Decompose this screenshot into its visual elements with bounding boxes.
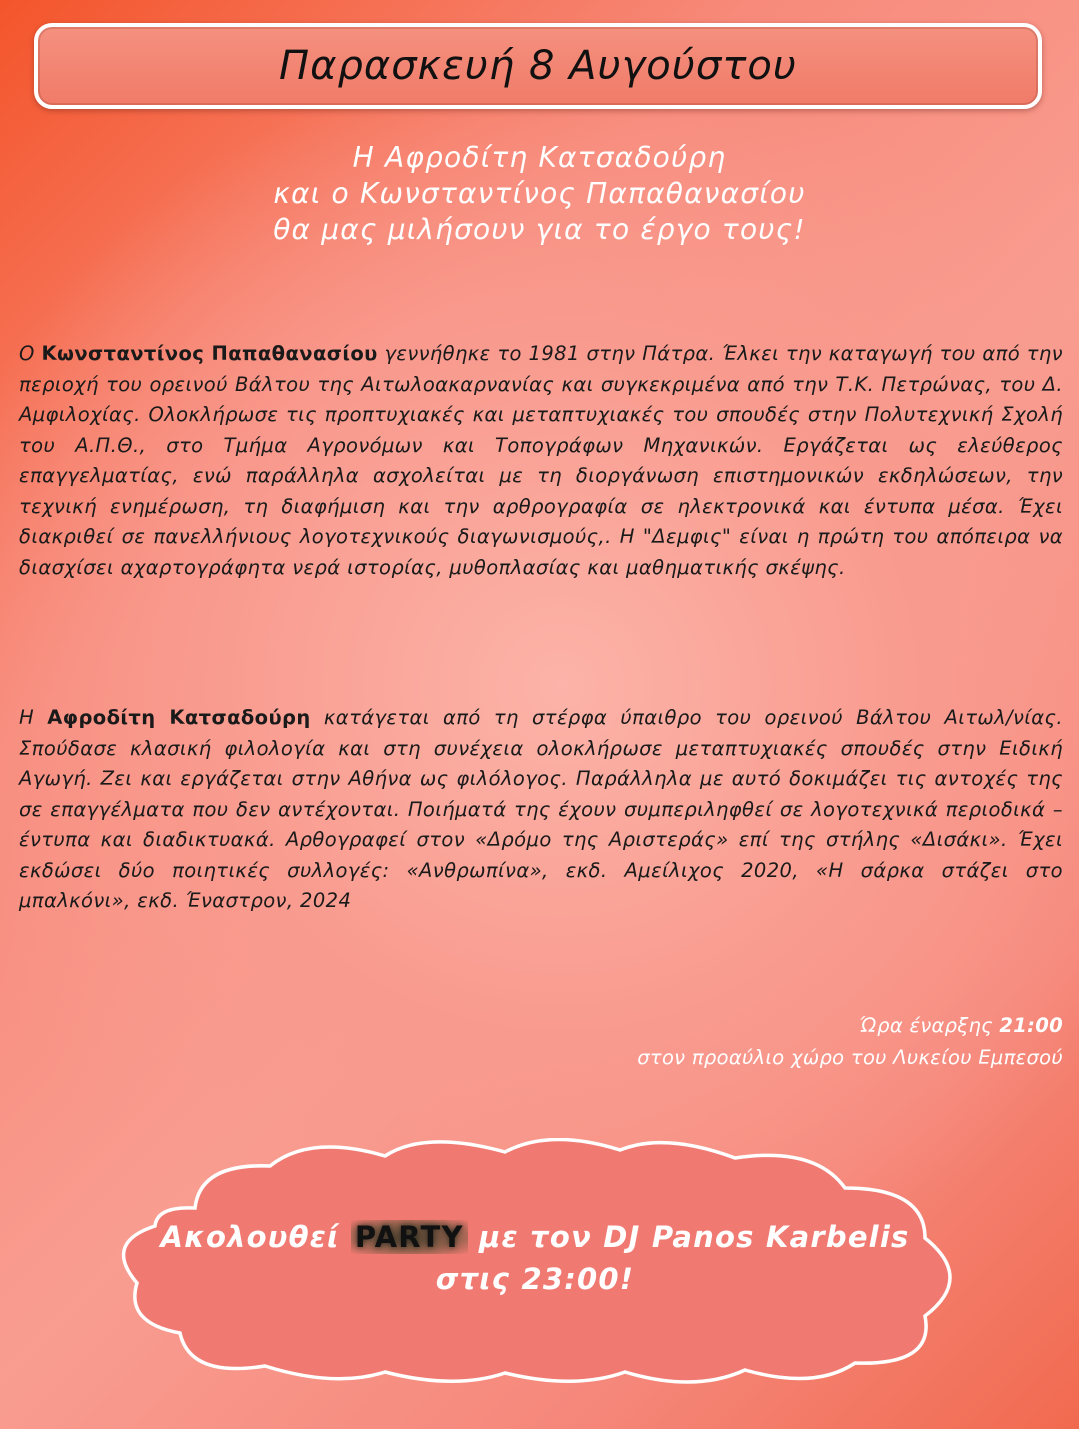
bio-lead: Η <box>19 706 48 729</box>
venue: στον προαύλιο χώρο του Λυκείου Εμπεσού <box>637 1046 1063 1069</box>
party-line-1 <box>95 1216 975 1258</box>
bio-text: κατάγεται από τη στέρφα ύπαιθρο του ορεινού Βάλτου Αιτωλ/νίας. Σπούδασε κλασική φιλολογία και στη συνέχεια ολοκλήρωσε μεταπτυχιακές σπουδές στην Ειδική Αγωγή. Ζει και εργάζεται στην Αθήνα ως φιλόλογος. Παράλληλα με αυτό δοκιμάζει τις αντοχές της σε επαγγέλματα που δεν αντέχονται. Ποιήματά της έχουν συμπεριληφθεί σε λογοτεχνικά περιοδικά –έντυπα και διαδικτυακά. Αρθογραφεί στον «Δρόμο της Αριστεράς» επί της στήλης «Δισάκι». Έχει εκδώσει δύο ποιητικές συλλογές: «Ανθρωπίνα», εκδ. Αμείλιχος 2020, «Η σάρκα στάζει στο μπαλκόνι», εκδ. Έναστρον, 2024 <box>19 706 1063 912</box>
speakers-intro-line-3: θα μας μιλήσουν για το έργο τους! <box>273 213 806 246</box>
speaker-name: Αφροδίτη Κατσαδούρη <box>47 706 311 729</box>
page-title: Παρασκευή 8 Αυγούστου <box>279 43 797 89</box>
party-highlight: PARTY <box>351 1220 468 1254</box>
speaker-name: Κωνσταντίνος Παπαθανασίου <box>41 342 378 365</box>
speakers-intro-line-1: Η Αφροδίτη Κατσαδούρη <box>352 141 727 174</box>
party-before: Ακολουθεί <box>160 1220 351 1254</box>
start-time-label: Ώρα έναρξης <box>859 1014 1000 1037</box>
event-info <box>637 1010 1063 1074</box>
start-time-line <box>637 1010 1063 1042</box>
party-cloud <box>95 1138 975 1388</box>
bio-lead: Ο <box>19 342 42 365</box>
party-after: με τον DJ Panos Karbelis <box>467 1220 910 1254</box>
start-time: 21:00 <box>999 1014 1063 1037</box>
bio-katsadouri <box>19 703 1063 917</box>
bio-papathanasiou <box>19 339 1063 583</box>
bio-text: γεννήθηκε το 1981 στην Πάτρα. Έλκει την καταγωγή του από την περιοχή του ορεινού Βάλτου της Αιτωλοακαρνανίας και συγκεκριμένα από την Τ.Κ. Πετρώνας, του Δ. Αμφιλοχίας. Ολοκλήρωσε τις προπτυχιακές και μεταπτυχιακές του σπουδές στην Πολυτεχνική Σχολή του Α.Π.Θ., στο Τμήμα Αγρονόμων και Τοπογράφων Μηχανικών. Εργάζεται ως ελεύθερος επαγγελματίας, ενώ παράλληλα ασχολείται με τη διοργάνωση επιστημονικών εκδηλώσεων, την τεχνική ενημέρωση, τη διαφήμιση και την αρθρογραφία σε ηλεκτρονικά και έντυπα μέσα. Έχει διακριθεί σε πανελλήνιους λογοτεχνικούς διαγωνισμούς,. Η "Δεμφις" είναι η πρώτη του απόπειρα να διασχίσει αχαρτογράφητα νερά ιστορίας, μυθοπλασίας και μαθηματικής σκέψης. <box>19 342 1063 579</box>
party-announcement <box>95 1216 975 1300</box>
speakers-intro-line-2: και ο Κωνσταντίνος Παπαθανασίου <box>273 177 806 210</box>
party-line-2: στις 23:00! <box>435 1262 635 1296</box>
speakers-intro <box>0 140 1079 248</box>
title-banner <box>34 23 1042 109</box>
